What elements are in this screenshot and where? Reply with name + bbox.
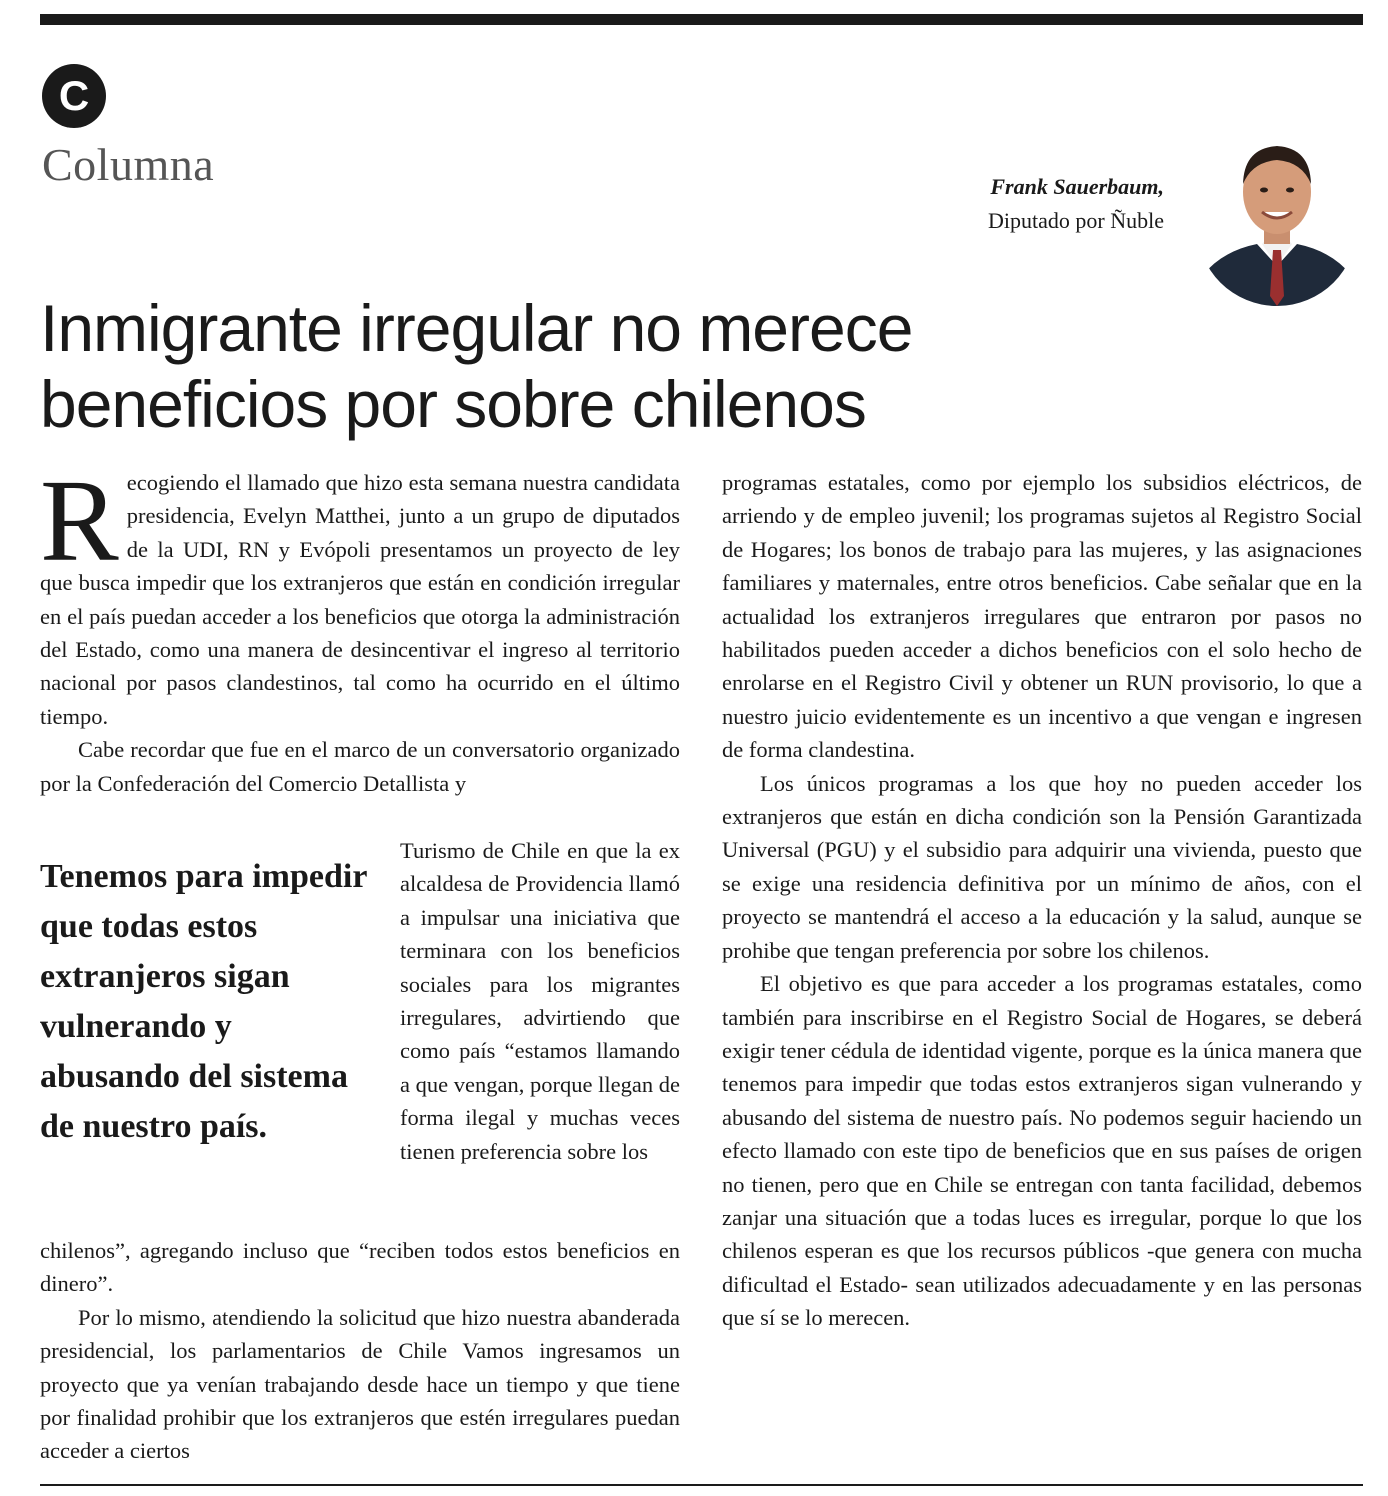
headline: Inmigrante irregular no merece beneficios por sobre chilenos (40, 291, 913, 441)
paragraph-2-start: Cabe recordar que fue en el marco de un conversatorio organizado por la Confederación del Comercio Detallista y (40, 737, 680, 796)
dropcap: R (40, 455, 119, 586)
body-column-left-bottom (40, 1234, 680, 1468)
author-portrait (1202, 126, 1352, 308)
body-column-left-top (40, 455, 680, 800)
author-role: Diputado por Ñuble (988, 208, 1164, 233)
paragraph-1 (40, 455, 680, 733)
paragraph-5: El objetivo es que para acceder a los programas estatales, como también para inscribirse en el Registro Social de Hogares, se deberá exigir tener cédula de identidad vigente, porque es la única manera que tenemos para impedir que todas estos extranjeros sigan vulnerando y abusando del sistema de nuestro país. No podemos seguir haciendo un efecto llamado con este tipo de beneficios que en sus países de origen no tienen, pero que en Chile se entregan con tanta facilidad, debemos zanjar una situación que a todas luces es irregular, porque lo que los chilenos esperan es que los recursos públicos -que genera con mucha dificultad el Estado- sean utilizados adecuadamente y en las personas que sí se lo merecen. (722, 971, 1362, 1331)
top-rule (40, 14, 1363, 25)
paragraph-4: Los únicos programas a los que hoy no pueden acceder los extranjeros que están en dicha condición son la Pensión Garantizada Universal (PGU) y el subsidio para adquirir una vivienda, puesto que se exige una residencia definitiva por un mínimo de años, con el proyecto se mantendrá el acceso a la educación y la salud, aunque se prohibe que tengan preferencia por sobre los chilenos. (722, 770, 1362, 963)
paragraph-2-mid: Turismo de Chile en que la ex alcaldesa de Providencia llamó a impulsar una iniciativa que terminara con los beneficios sociales para los migrantes irregulares, advirtiendo que como país “estamos llamando a que vengan, porque llegan de forma ilegal y muchas veces tienen preferencia sobre los (400, 838, 680, 1164)
section-badge: C (42, 64, 106, 128)
paragraph-3-cont: programas estatales, como por ejemplo los subsidios eléctricos, de arriendo y de empleo juvenil; los programas sujetos al Registro Social de Hogares; los bonos de trabajo para las mujeres, y las asignaciones familiares y maternales, entre otros beneficios. Cabe señalar que en la actualidad los extranjeros irregulares que entraron por pasos no habilitados pueden acceder a dichos beneficios con el solo hecho de enrolarse en el Registro Civil y obtener un RUN provisorio, lo que a nuestro juicio evidentemente es un incentivo a que vengan e ingresen de forma clandestina. (722, 470, 1362, 763)
paragraph-3: Por lo mismo, atendiendo la solicitud que hizo nuestra abanderada presidencial, los parlamentarios de Chile Vamos ingresamos un proyecto que ya venían trabajando desde hace un tiempo y que tiene por finalidad prohibir que los extranjeros que estén irregulares puedan acceder a ciertos (40, 1304, 680, 1464)
paragraph-2-end: chilenos”, agregando incluso que “reciben todos estos beneficios en dinero”. (40, 1238, 680, 1297)
section-label: Columna (42, 139, 215, 190)
paragraph-1-text: ecogiendo el llamado que hizo esta semana nuestra candidata presidencia, Evelyn Matthei, junto a un grupo de diputados de la UDI, RN y Evópoli presentamos un proyecto de ley que busca impedir que los extranjeros que están en condición irregular en el país puedan acceder a los beneficios que otorga la administración del Estado, como una manera de desincentivar el ingreso al territorio nacional por pasos clandestinos, tal como ha ocurrido en el último tiempo. (40, 470, 680, 729)
bottom-rule (40, 1484, 1363, 1486)
author-byline (988, 170, 1164, 238)
body-column-left-mid (400, 834, 680, 1168)
pull-quote: Tenemos para impedir que todas estos extranjeros sigan vulnerando y abusando del sistema de nuestro país. (40, 858, 367, 1145)
body-column-right (722, 466, 1362, 1335)
author-name: Frank Sauerbaum, (990, 174, 1164, 199)
